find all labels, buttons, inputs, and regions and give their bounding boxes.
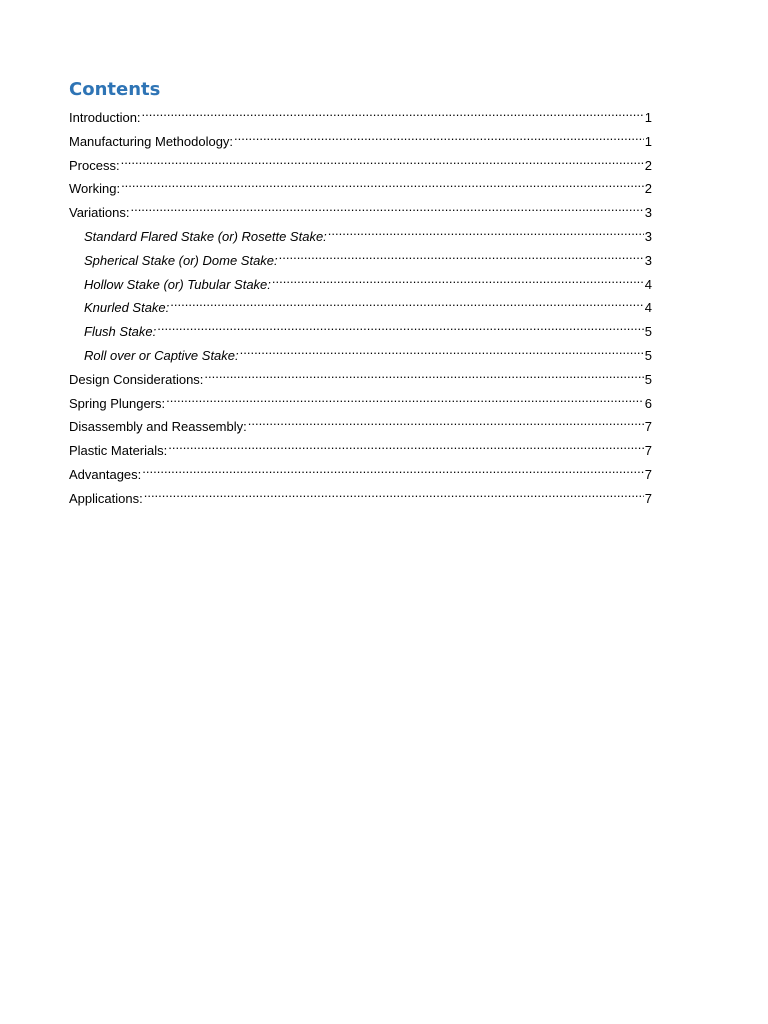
- toc-entry-title[interactable]: Process:: [69, 157, 120, 173]
- toc-entry-page-number[interactable]: 6: [644, 395, 652, 411]
- toc-entry[interactable]: [69, 292, 652, 316]
- toc-entry-page-number[interactable]: 2: [644, 157, 652, 173]
- toc-heading: Contents: [69, 79, 161, 100]
- toc-entry[interactable]: [69, 173, 652, 197]
- toc-dot-leader: [240, 340, 644, 360]
- toc-entry-page-number[interactable]: 4: [644, 276, 652, 292]
- toc-dot-leader: [170, 292, 643, 312]
- toc-entry[interactable]: [69, 364, 652, 388]
- toc-entry-title[interactable]: Advantages:: [69, 466, 142, 482]
- toc-dot-leader: [204, 364, 643, 384]
- toc-entry-page-number[interactable]: 7: [644, 419, 652, 435]
- toc-entry[interactable]: [69, 102, 652, 126]
- toc-entry[interactable]: [69, 483, 652, 507]
- toc-entry-title[interactable]: Spring Plungers:: [69, 395, 166, 411]
- toc-entry-title[interactable]: Introduction:: [69, 110, 141, 125]
- toc-entry[interactable]: [69, 245, 652, 269]
- toc-entry-title[interactable]: Flush Stake:: [84, 324, 157, 340]
- toc-list: [69, 102, 652, 507]
- toc-entry[interactable]: [69, 316, 652, 340]
- toc-entry-page-number[interactable]: 4: [644, 300, 652, 316]
- toc-entry-page-number[interactable]: 2: [644, 181, 652, 197]
- toc-entry[interactable]: [69, 126, 652, 150]
- toc-dot-leader: [144, 483, 644, 503]
- toc-entry-title[interactable]: Design Considerations:: [69, 371, 204, 387]
- toc-entry-page-number[interactable]: 7: [644, 443, 652, 459]
- toc-entry-title[interactable]: Applications:: [69, 490, 143, 506]
- toc-dot-leader: [168, 435, 644, 455]
- toc-entry-title[interactable]: Hollow Stake (or) Tubular Stake:: [84, 276, 271, 292]
- toc-entry-page-number[interactable]: 3: [644, 228, 652, 244]
- toc-entry[interactable]: [69, 197, 652, 221]
- toc-entry[interactable]: [69, 388, 652, 412]
- toc-dot-leader: [121, 173, 644, 193]
- toc-dot-leader: [130, 197, 643, 217]
- toc-dot-leader: [279, 245, 644, 265]
- toc-dot-leader: [142, 459, 643, 479]
- toc-entry[interactable]: [69, 221, 652, 245]
- toc-entry[interactable]: [69, 459, 652, 483]
- toc-entry-page-number[interactable]: 5: [644, 371, 652, 387]
- toc-entry-page-number[interactable]: 3: [644, 252, 652, 268]
- toc-dot-leader: [121, 150, 644, 170]
- toc-entry[interactable]: [69, 269, 652, 293]
- toc-dot-leader: [157, 316, 644, 336]
- toc-dot-leader: [248, 411, 644, 431]
- toc-entry-title[interactable]: Plastic Materials:: [69, 443, 168, 459]
- toc-entry-page-number[interactable]: 3: [644, 205, 652, 221]
- toc-entry-title[interactable]: Standard Flared Stake (or) Rosette Stake:: [84, 228, 327, 244]
- toc-entry-title[interactable]: Spherical Stake (or) Dome Stake:: [84, 252, 278, 268]
- toc-dot-leader: [272, 269, 644, 289]
- toc-entry-title[interactable]: Roll over or Captive Stake:: [84, 347, 239, 363]
- toc-entry-page-number[interactable]: 1: [644, 110, 652, 125]
- toc-entry-page-number[interactable]: 5: [644, 324, 652, 340]
- toc-entry-page-number[interactable]: 7: [644, 466, 652, 482]
- toc-entry-page-number[interactable]: 1: [644, 133, 652, 149]
- toc-entry-page-number[interactable]: 7: [644, 490, 652, 506]
- toc-entry-title[interactable]: Disassembly and Reassembly:: [69, 419, 247, 435]
- toc-entry[interactable]: [69, 150, 652, 174]
- toc-entry[interactable]: [69, 340, 652, 364]
- toc-entry[interactable]: [69, 435, 652, 459]
- table-of-contents: [69, 78, 652, 507]
- toc-dot-leader: [234, 126, 644, 146]
- toc-entry[interactable]: [69, 411, 652, 435]
- toc-dot-leader: [166, 388, 644, 408]
- toc-entry-page-number[interactable]: 5: [644, 347, 652, 363]
- toc-dot-leader: [328, 221, 644, 241]
- toc-dot-leader: [142, 102, 644, 122]
- toc-entry-title[interactable]: Working:: [69, 181, 121, 197]
- toc-entry-title[interactable]: Knurled Stake:: [84, 300, 170, 316]
- toc-entry-title[interactable]: Manufacturing Methodology:: [69, 133, 234, 149]
- toc-entry-title[interactable]: Variations:: [69, 205, 130, 221]
